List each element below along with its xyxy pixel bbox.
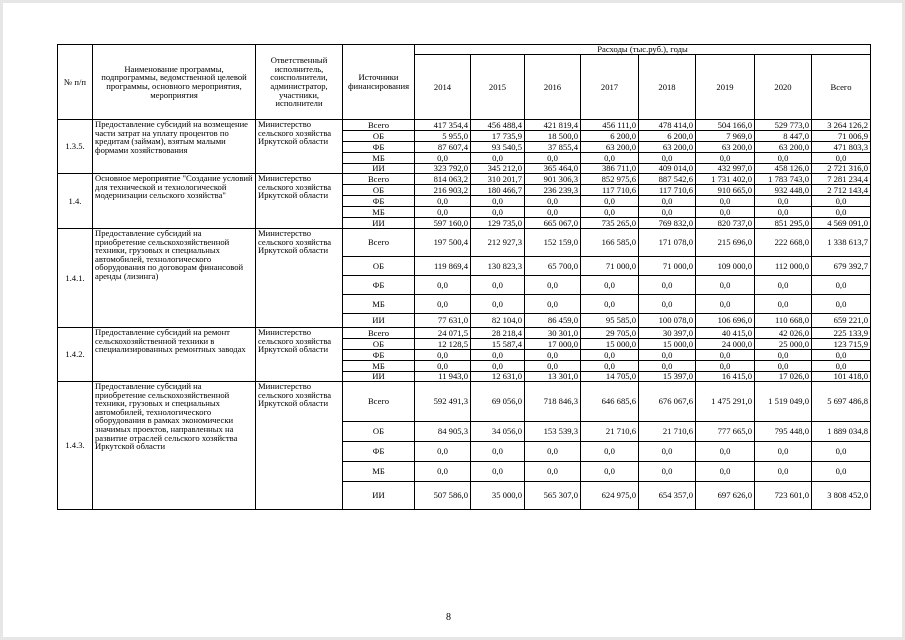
amount-cell: 851 295,0 bbox=[755, 218, 812, 229]
amount-cell: 852 975,6 bbox=[581, 174, 639, 185]
amount-cell: 5 955,0 bbox=[415, 131, 471, 142]
amount-cell: 0,0 bbox=[696, 207, 755, 218]
amount-cell: 820 737,0 bbox=[696, 218, 755, 229]
funding-source: ИИ bbox=[343, 164, 415, 174]
amount-cell: 0,0 bbox=[755, 462, 812, 482]
amount-cell: 0,0 bbox=[581, 276, 639, 295]
total-cell: 659 221,0 bbox=[812, 314, 871, 328]
total-cell: 123 715,9 bbox=[812, 339, 871, 350]
amount-cell: 0,0 bbox=[696, 153, 755, 164]
amount-cell: 0,0 bbox=[525, 361, 581, 372]
amount-cell: 0,0 bbox=[696, 295, 755, 314]
funding-source: ИИ bbox=[343, 372, 415, 382]
item-number: 1.4.2. bbox=[58, 328, 93, 382]
amount-cell: 0,0 bbox=[525, 196, 581, 207]
total-cell: 4 569 091,0 bbox=[812, 218, 871, 229]
funding-source: Всего bbox=[343, 174, 415, 185]
funding-source: Всего bbox=[343, 229, 415, 257]
amount-cell: 0,0 bbox=[755, 153, 812, 164]
total-cell: 0,0 bbox=[812, 196, 871, 207]
amount-cell: 7 969,0 bbox=[696, 131, 755, 142]
amount-cell: 82 104,0 bbox=[471, 314, 525, 328]
amount-cell: 0,0 bbox=[755, 350, 812, 361]
amount-cell: 8 447,0 bbox=[755, 131, 812, 142]
item-responsible: Министерство сельского хозяйства Иркутской области bbox=[256, 229, 343, 328]
amount-cell: 30 397,0 bbox=[639, 328, 696, 339]
amount-cell: 14 705,0 bbox=[581, 372, 639, 382]
funding-source: ФБ bbox=[343, 196, 415, 207]
amount-cell: 458 126,0 bbox=[755, 164, 812, 174]
header-year: 2016 bbox=[525, 55, 581, 120]
amount-cell: 0,0 bbox=[755, 196, 812, 207]
amount-cell: 0,0 bbox=[415, 442, 471, 462]
amount-cell: 1 731 402,0 bbox=[696, 174, 755, 185]
amount-cell: 0,0 bbox=[696, 276, 755, 295]
amount-cell: 887 542,6 bbox=[639, 174, 696, 185]
amount-cell: 901 306,3 bbox=[525, 174, 581, 185]
header-responsible: Ответственный исполнитель, соисполнители, администратор, участники, исполнители bbox=[256, 45, 343, 120]
amount-cell: 12 128,5 bbox=[415, 339, 471, 350]
total-cell: 2 712 143,4 bbox=[812, 185, 871, 196]
header-year: 2018 bbox=[639, 55, 696, 120]
amount-cell: 0,0 bbox=[525, 462, 581, 482]
funding-source: ОБ bbox=[343, 257, 415, 276]
amount-cell: 29 705,0 bbox=[581, 328, 639, 339]
funding-source: ФБ bbox=[343, 142, 415, 153]
amount-cell: 676 067,6 bbox=[639, 382, 696, 422]
amount-cell: 0,0 bbox=[415, 295, 471, 314]
amount-cell: 86 459,0 bbox=[525, 314, 581, 328]
amount-cell: 0,0 bbox=[639, 462, 696, 482]
total-cell: 0,0 bbox=[812, 350, 871, 361]
header-year: 2020 bbox=[755, 55, 812, 120]
amount-cell: 0,0 bbox=[696, 196, 755, 207]
amount-cell: 84 905,3 bbox=[415, 422, 471, 442]
amount-cell: 77 631,0 bbox=[415, 314, 471, 328]
amount-cell: 0,0 bbox=[581, 442, 639, 462]
amount-cell: 180 466,7 bbox=[471, 185, 525, 196]
amount-cell: 624 975,0 bbox=[581, 482, 639, 510]
header-expenses: Расходы (тыс.руб.), годы bbox=[415, 45, 871, 55]
amount-cell: 93 540,5 bbox=[471, 142, 525, 153]
amount-cell: 0,0 bbox=[581, 462, 639, 482]
amount-cell: 409 014,0 bbox=[639, 164, 696, 174]
amount-cell: 0,0 bbox=[639, 295, 696, 314]
amount-cell: 718 846,3 bbox=[525, 382, 581, 422]
amount-cell: 0,0 bbox=[755, 276, 812, 295]
amount-cell: 236 239,3 bbox=[525, 185, 581, 196]
amount-cell: 6 200,0 bbox=[581, 131, 639, 142]
amount-cell: 0,0 bbox=[581, 295, 639, 314]
amount-cell: 0,0 bbox=[415, 462, 471, 482]
amount-cell: 71 000,0 bbox=[581, 257, 639, 276]
item-responsible: Министерство сельского хозяйства Иркутской области bbox=[256, 174, 343, 229]
amount-cell: 12 631,0 bbox=[471, 372, 525, 382]
amount-cell: 417 354,4 bbox=[415, 120, 471, 131]
funding-source: МБ bbox=[343, 295, 415, 314]
funding-source: МБ bbox=[343, 361, 415, 372]
amount-cell: 0,0 bbox=[471, 462, 525, 482]
amount-cell: 529 773,0 bbox=[755, 120, 812, 131]
total-cell: 2 721 316,0 bbox=[812, 164, 871, 174]
amount-cell: 117 710,6 bbox=[581, 185, 639, 196]
amount-cell: 0,0 bbox=[471, 350, 525, 361]
amount-cell: 910 665,0 bbox=[696, 185, 755, 196]
amount-cell: 0,0 bbox=[471, 276, 525, 295]
funding-source: ОБ bbox=[343, 185, 415, 196]
amount-cell: 18 500,0 bbox=[525, 131, 581, 142]
amount-cell: 71 000,0 bbox=[639, 257, 696, 276]
amount-cell: 119 869,4 bbox=[415, 257, 471, 276]
item-responsible: Министерство сельского хозяйства Иркутской области bbox=[256, 382, 343, 510]
total-cell: 471 803,3 bbox=[812, 142, 871, 153]
amount-cell: 15 000,0 bbox=[639, 339, 696, 350]
amount-cell: 117 710,6 bbox=[639, 185, 696, 196]
amount-cell: 0,0 bbox=[755, 442, 812, 462]
total-cell: 71 006,9 bbox=[812, 131, 871, 142]
amount-cell: 15 397,0 bbox=[639, 372, 696, 382]
amount-cell: 0,0 bbox=[415, 207, 471, 218]
item-number: 1.3.5. bbox=[58, 120, 93, 174]
header-name: Наименование программы, подпрограммы, ведомственной целевой программы, основного мероприятия, мероприятия bbox=[93, 45, 256, 120]
amount-cell: 0,0 bbox=[581, 350, 639, 361]
funding-source: ИИ bbox=[343, 314, 415, 328]
total-cell: 0,0 bbox=[812, 207, 871, 218]
amount-cell: 777 665,0 bbox=[696, 422, 755, 442]
amount-cell: 69 056,0 bbox=[471, 382, 525, 422]
table-row bbox=[58, 120, 871, 131]
amount-cell: 65 700,0 bbox=[525, 257, 581, 276]
amount-cell: 28 218,4 bbox=[471, 328, 525, 339]
total-cell: 0,0 bbox=[812, 462, 871, 482]
item-name: Основное мероприятие "Создание условий для технической и технологической модернизации сельского хозяйства" bbox=[93, 174, 256, 229]
amount-cell: 478 414,0 bbox=[639, 120, 696, 131]
total-cell: 101 418,0 bbox=[812, 372, 871, 382]
funding-source: МБ bbox=[343, 153, 415, 164]
amount-cell: 0,0 bbox=[415, 153, 471, 164]
amount-cell: 129 735,0 bbox=[471, 218, 525, 229]
amount-cell: 0,0 bbox=[525, 276, 581, 295]
amount-cell: 0,0 bbox=[696, 442, 755, 462]
amount-cell: 597 160,0 bbox=[415, 218, 471, 229]
amount-cell: 35 000,0 bbox=[471, 482, 525, 510]
funding-source: ФБ bbox=[343, 276, 415, 295]
amount-cell: 17 026,0 bbox=[755, 372, 812, 382]
amount-cell: 507 586,0 bbox=[415, 482, 471, 510]
item-number: 1.4.3. bbox=[58, 382, 93, 510]
total-cell: 679 392,7 bbox=[812, 257, 871, 276]
amount-cell: 197 500,4 bbox=[415, 229, 471, 257]
amount-cell: 0,0 bbox=[696, 462, 755, 482]
amount-cell: 34 056,0 bbox=[471, 422, 525, 442]
amount-cell: 0,0 bbox=[639, 361, 696, 372]
funding-source: ФБ bbox=[343, 350, 415, 361]
amount-cell: 0,0 bbox=[471, 207, 525, 218]
scan-edge-left bbox=[0, 0, 3, 640]
amount-cell: 1 519 049,0 bbox=[755, 382, 812, 422]
amount-cell: 0,0 bbox=[471, 361, 525, 372]
header-sources: Источники финансирования bbox=[343, 45, 415, 120]
amount-cell: 0,0 bbox=[581, 361, 639, 372]
amount-cell: 565 307,0 bbox=[525, 482, 581, 510]
funding-source: Всего bbox=[343, 328, 415, 339]
amount-cell: 0,0 bbox=[696, 350, 755, 361]
amount-cell: 0,0 bbox=[581, 153, 639, 164]
amount-cell: 171 078,0 bbox=[639, 229, 696, 257]
funding-source: ОБ bbox=[343, 339, 415, 350]
funding-source: ОБ bbox=[343, 422, 415, 442]
total-cell: 0,0 bbox=[812, 276, 871, 295]
total-cell: 1 889 034,8 bbox=[812, 422, 871, 442]
total-cell: 225 133,9 bbox=[812, 328, 871, 339]
funding-source: МБ bbox=[343, 207, 415, 218]
item-number: 1.4. bbox=[58, 174, 93, 229]
amount-cell: 592 491,3 bbox=[415, 382, 471, 422]
amount-cell: 723 601,0 bbox=[755, 482, 812, 510]
amount-cell: 216 903,2 bbox=[415, 185, 471, 196]
amount-cell: 42 026,0 bbox=[755, 328, 812, 339]
amount-cell: 24 000,0 bbox=[696, 339, 755, 350]
amount-cell: 30 301,0 bbox=[525, 328, 581, 339]
header-year: 2014 bbox=[415, 55, 471, 120]
amount-cell: 0,0 bbox=[415, 276, 471, 295]
amount-cell: 17 735,9 bbox=[471, 131, 525, 142]
amount-cell: 21 710,6 bbox=[581, 422, 639, 442]
amount-cell: 0,0 bbox=[639, 442, 696, 462]
amount-cell: 15 000,0 bbox=[581, 339, 639, 350]
amount-cell: 153 539,3 bbox=[525, 422, 581, 442]
expenses-table bbox=[57, 44, 871, 510]
amount-cell: 21 710,6 bbox=[639, 422, 696, 442]
amount-cell: 63 200,0 bbox=[755, 142, 812, 153]
amount-cell: 15 587,4 bbox=[471, 339, 525, 350]
amount-cell: 456 111,0 bbox=[581, 120, 639, 131]
funding-source: ИИ bbox=[343, 482, 415, 510]
amount-cell: 0,0 bbox=[696, 361, 755, 372]
amount-cell: 215 696,0 bbox=[696, 229, 755, 257]
amount-cell: 0,0 bbox=[525, 442, 581, 462]
item-name: Предоставление субсидий на приобретение сельскохозяйственной техники, грузовых и специальных автомобилей, технологического оборудования по договорам финансовой аренды (лизинга) bbox=[93, 229, 256, 328]
amount-cell: 795 448,0 bbox=[755, 422, 812, 442]
amount-cell: 106 696,0 bbox=[696, 314, 755, 328]
amount-cell: 95 585,0 bbox=[581, 314, 639, 328]
item-name: Предоставление субсидий на ремонт сельскохозяйственной техники в специализированных ремонтных заводах bbox=[93, 328, 256, 382]
amount-cell: 11 943,0 bbox=[415, 372, 471, 382]
amount-cell: 0,0 bbox=[525, 153, 581, 164]
amount-cell: 646 685,6 bbox=[581, 382, 639, 422]
amount-cell: 0,0 bbox=[471, 295, 525, 314]
amount-cell: 0,0 bbox=[639, 276, 696, 295]
total-cell: 5 697 486,8 bbox=[812, 382, 871, 422]
header-year: 2017 bbox=[581, 55, 639, 120]
amount-cell: 697 626,0 bbox=[696, 482, 755, 510]
table-body bbox=[58, 120, 871, 510]
header-total: Всего bbox=[812, 55, 871, 120]
amount-cell: 769 832,0 bbox=[639, 218, 696, 229]
total-cell: 0,0 bbox=[812, 295, 871, 314]
amount-cell: 0,0 bbox=[525, 207, 581, 218]
amount-cell: 24 071,5 bbox=[415, 328, 471, 339]
amount-cell: 0,0 bbox=[755, 361, 812, 372]
table-row bbox=[58, 174, 871, 185]
total-cell: 3 264 126,2 bbox=[812, 120, 871, 131]
amount-cell: 63 200,0 bbox=[581, 142, 639, 153]
amount-cell: 0,0 bbox=[639, 196, 696, 207]
item-responsible: Министерство сельского хозяйства Иркутской области bbox=[256, 120, 343, 174]
amount-cell: 212 927,3 bbox=[471, 229, 525, 257]
total-cell: 0,0 bbox=[812, 153, 871, 164]
amount-cell: 222 668,0 bbox=[755, 229, 812, 257]
amount-cell: 456 488,4 bbox=[471, 120, 525, 131]
amount-cell: 386 711,0 bbox=[581, 164, 639, 174]
amount-cell: 130 823,3 bbox=[471, 257, 525, 276]
total-cell: 0,0 bbox=[812, 442, 871, 462]
amount-cell: 0,0 bbox=[581, 207, 639, 218]
amount-cell: 814 063,2 bbox=[415, 174, 471, 185]
item-name: Предоставление субсидий на возмещение части затрат на уплату процентов по кредитам (займам), взятым малыми формами хозяйствования bbox=[93, 120, 256, 174]
amount-cell: 16 415,0 bbox=[696, 372, 755, 382]
table-row bbox=[58, 382, 871, 422]
amount-cell: 40 415,0 bbox=[696, 328, 755, 339]
amount-cell: 37 855,4 bbox=[525, 142, 581, 153]
amount-cell: 112 000,0 bbox=[755, 257, 812, 276]
amount-cell: 0,0 bbox=[581, 196, 639, 207]
amount-cell: 63 200,0 bbox=[639, 142, 696, 153]
amount-cell: 0,0 bbox=[755, 207, 812, 218]
amount-cell: 0,0 bbox=[415, 196, 471, 207]
amount-cell: 0,0 bbox=[471, 196, 525, 207]
amount-cell: 365 464,0 bbox=[525, 164, 581, 174]
amount-cell: 1 783 743,0 bbox=[755, 174, 812, 185]
amount-cell: 0,0 bbox=[471, 442, 525, 462]
header-num: № п/п bbox=[58, 45, 93, 120]
amount-cell: 63 200,0 bbox=[696, 142, 755, 153]
amount-cell: 0,0 bbox=[471, 153, 525, 164]
amount-cell: 665 067,0 bbox=[525, 218, 581, 229]
amount-cell: 432 997,0 bbox=[696, 164, 755, 174]
total-cell: 1 338 613,7 bbox=[812, 229, 871, 257]
amount-cell: 323 792,0 bbox=[415, 164, 471, 174]
funding-source: МБ bbox=[343, 462, 415, 482]
amount-cell: 13 301,0 bbox=[525, 372, 581, 382]
amount-cell: 17 000,0 bbox=[525, 339, 581, 350]
amount-cell: 6 200,0 bbox=[639, 131, 696, 142]
total-cell: 3 808 452,0 bbox=[812, 482, 871, 510]
total-cell: 0,0 bbox=[812, 361, 871, 372]
amount-cell: 110 668,0 bbox=[755, 314, 812, 328]
scan-edge-top bbox=[0, 0, 905, 3]
amount-cell: 109 000,0 bbox=[696, 257, 755, 276]
amount-cell: 345 212,0 bbox=[471, 164, 525, 174]
amount-cell: 0,0 bbox=[525, 295, 581, 314]
amount-cell: 25 000,0 bbox=[755, 339, 812, 350]
amount-cell: 0,0 bbox=[639, 153, 696, 164]
amount-cell: 310 201,7 bbox=[471, 174, 525, 185]
amount-cell: 0,0 bbox=[639, 207, 696, 218]
funding-source: ФБ bbox=[343, 442, 415, 462]
amount-cell: 932 448,0 bbox=[755, 185, 812, 196]
amount-cell: 0,0 bbox=[525, 350, 581, 361]
header-year: 2015 bbox=[471, 55, 525, 120]
amount-cell: 166 585,0 bbox=[581, 229, 639, 257]
item-name: Предоставление субсидий на приобретение сельскохозяйственной техники, грузовых и специальных автомобилей, технологического оборудования в рамках экономически значимых проектов, направленных на развитие отраслей сельского хозяйства Иркутской области bbox=[93, 382, 256, 510]
amount-cell: 152 159,0 bbox=[525, 229, 581, 257]
amount-cell: 735 265,0 bbox=[581, 218, 639, 229]
amount-cell: 87 607,4 bbox=[415, 142, 471, 153]
funding-source: Всего bbox=[343, 120, 415, 131]
amount-cell: 654 357,0 bbox=[639, 482, 696, 510]
table-row bbox=[58, 328, 871, 339]
amount-cell: 504 166,0 bbox=[696, 120, 755, 131]
amount-cell: 421 819,4 bbox=[525, 120, 581, 131]
amount-cell: 0,0 bbox=[415, 361, 471, 372]
amount-cell: 0,0 bbox=[755, 295, 812, 314]
amount-cell: 0,0 bbox=[415, 350, 471, 361]
amount-cell: 0,0 bbox=[639, 350, 696, 361]
funding-source: Всего bbox=[343, 382, 415, 422]
total-cell: 7 281 234,4 bbox=[812, 174, 871, 185]
page-number: 8 bbox=[446, 612, 451, 623]
amount-cell: 100 078,0 bbox=[639, 314, 696, 328]
amount-cell: 1 475 291,0 bbox=[696, 382, 755, 422]
funding-source: ОБ bbox=[343, 131, 415, 142]
header-year: 2019 bbox=[696, 55, 755, 120]
item-responsible: Министерство сельского хозяйства Иркутской области bbox=[256, 328, 343, 382]
funding-source: ИИ bbox=[343, 218, 415, 229]
item-number: 1.4.1. bbox=[58, 229, 93, 328]
table-row bbox=[58, 229, 871, 257]
